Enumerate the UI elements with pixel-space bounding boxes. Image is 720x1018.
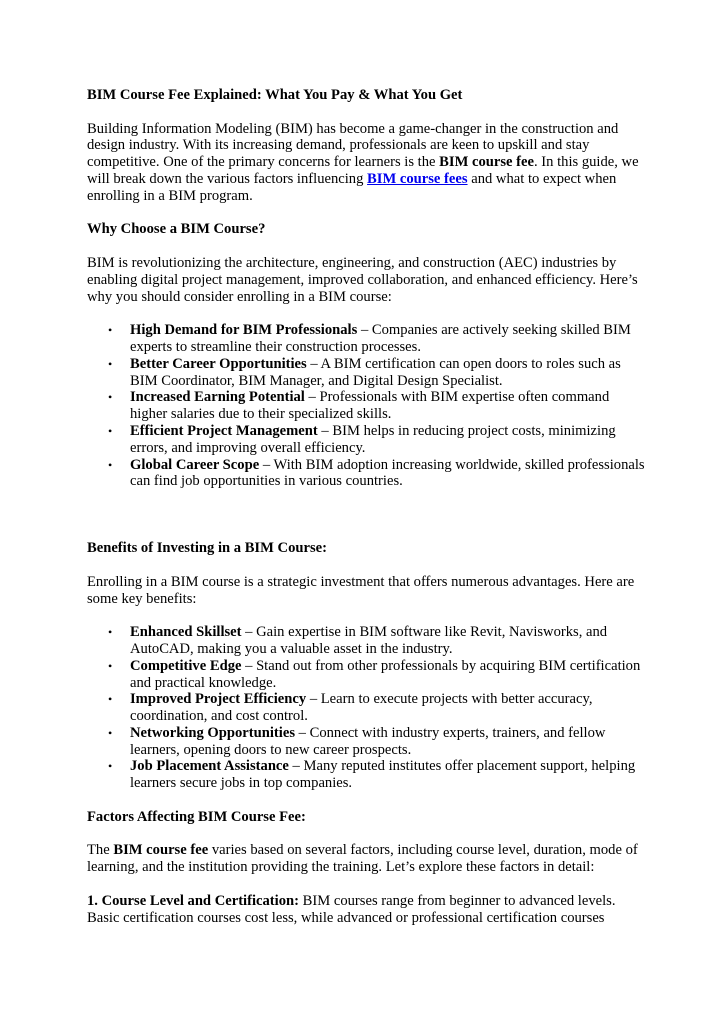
list-item-bold: High Demand for BIM Professionals [130, 322, 358, 339]
benefits-heading: Benefits of Investing in a BIM Course: [87, 540, 327, 557]
intro-bold-term: BIM course fee [439, 154, 534, 171]
benefits-list [87, 624, 647, 792]
list-item [108, 456, 647, 491]
list-item-text: – Companies are actively seeking skilled BIM experts to streamline their construction processes. [130, 322, 631, 355]
intro-text-2: . In this guide, we will break down the various factors influencing [87, 154, 639, 187]
list-item-bold: Increased Earning Potential [130, 389, 305, 406]
list-item-bold: Improved Project Efficiency [130, 691, 307, 708]
factors-text-post: varies based on several factors, including course level, duration, mode of learning, and the institution providing the training. Let’s explore these factors in detail: [87, 842, 638, 876]
factors-bold-term: BIM course fee [113, 842, 209, 859]
list-item [108, 422, 647, 457]
bullet-icon: • [108, 759, 113, 774]
intro-text-3: and what to expect when enrolling in a BIM program. [87, 170, 617, 204]
list-item-text: – BIM helps in reducing project costs, minimizing errors, and improving overall efficiency. [130, 422, 616, 456]
factors-heading: Factors Affecting BIM Course Fee: [87, 808, 306, 825]
document-page [87, 87, 647, 926]
list-item-text: – A BIM certification can open doors to roles such as BIM Coordinator, BIM Manager, and Digital Design Specialist. [130, 355, 621, 389]
factors-text-pre: The [87, 842, 114, 859]
course-level-paragraph [87, 893, 647, 927]
why-list [87, 322, 647, 490]
list-item [108, 624, 647, 658]
list-item-bold: Networking Opportunities [130, 724, 295, 741]
course-level-text: BIM courses range from beginner to advanced levels. Basic certification courses cost less, while advanced or professional certification courses [87, 892, 616, 926]
list-item-bold: Efficient Project Management [130, 422, 318, 439]
bim-course-fees-link[interactable]: BIM course fees [367, 170, 468, 187]
intro-paragraph [87, 121, 647, 205]
why-heading: Why Choose a BIM Course? [87, 221, 266, 238]
bullet-icon: • [108, 323, 113, 338]
list-item [108, 758, 647, 792]
list-item-bold: Better Career Opportunities [130, 355, 307, 372]
list-item [108, 691, 647, 725]
bullet-icon: • [108, 457, 113, 472]
bullet-icon: • [108, 423, 113, 438]
document-title: BIM Course Fee Explained: What You Pay & What You Get [87, 87, 463, 103]
list-item-text: – Learn to execute projects with better accuracy, coordination, and cost control. [130, 691, 593, 725]
bullet-icon: • [108, 725, 113, 740]
list-item [108, 355, 647, 390]
bullet-icon: • [108, 658, 113, 673]
list-item-bold: Job Placement Assistance [130, 758, 289, 775]
list-item-bold: Competitive Edge [130, 657, 242, 674]
bullet-icon: • [108, 692, 113, 707]
list-item-text: – Gain expertise in BIM software like Revit, Navisworks, and AutoCAD, making you a valuable asset in the industry. [130, 624, 608, 657]
bullet-icon: • [108, 625, 113, 640]
list-item [108, 724, 647, 759]
list-item [108, 389, 647, 423]
intro-text-1: Building Information Modeling (BIM) has become a game-changer in the construction and design industry. With its increasing demand, professionals are keen to upskill and stay competitive. One of the primary concerns for learners is the [87, 120, 619, 171]
list-item [108, 657, 647, 692]
bullet-icon: • [108, 356, 113, 371]
course-level-bold: 1. Course Level and Certification: [87, 892, 299, 909]
list-item-text: – Many reputed institutes offer placement support, helping learners secure jobs in top companies. [130, 758, 636, 792]
why-paragraph: BIM is revolutionizing the architecture, engineering, and construction (AEC) industries by enabling digital project management, improved collaboration, and enhanced efficiency. Here’s why you should consider enrolling in a BIM course: [87, 254, 638, 305]
list-item-text: – With BIM adoption increasing worldwide, skilled professionals can find job opportunities in various countries. [130, 456, 645, 490]
list-item-bold: Global Career Scope [130, 456, 260, 473]
bullet-icon: • [108, 390, 113, 405]
list-item-text: – Professionals with BIM expertise often command higher salaries due to their specialized skills. [130, 389, 610, 423]
benefits-paragraph: Enrolling in a BIM course is a strategic investment that offers numerous advantages. Here are some key benefits: [87, 573, 635, 607]
list-item [108, 322, 647, 356]
list-item-text: – Stand out from other professionals by acquiring BIM certification and practical knowledge. [130, 657, 641, 691]
list-item-text: – Connect with industry experts, trainers, and fellow learners, opening doors to new career prospects. [130, 724, 606, 758]
factors-paragraph [87, 842, 647, 876]
list-item-bold: Enhanced Skillset [130, 624, 242, 641]
